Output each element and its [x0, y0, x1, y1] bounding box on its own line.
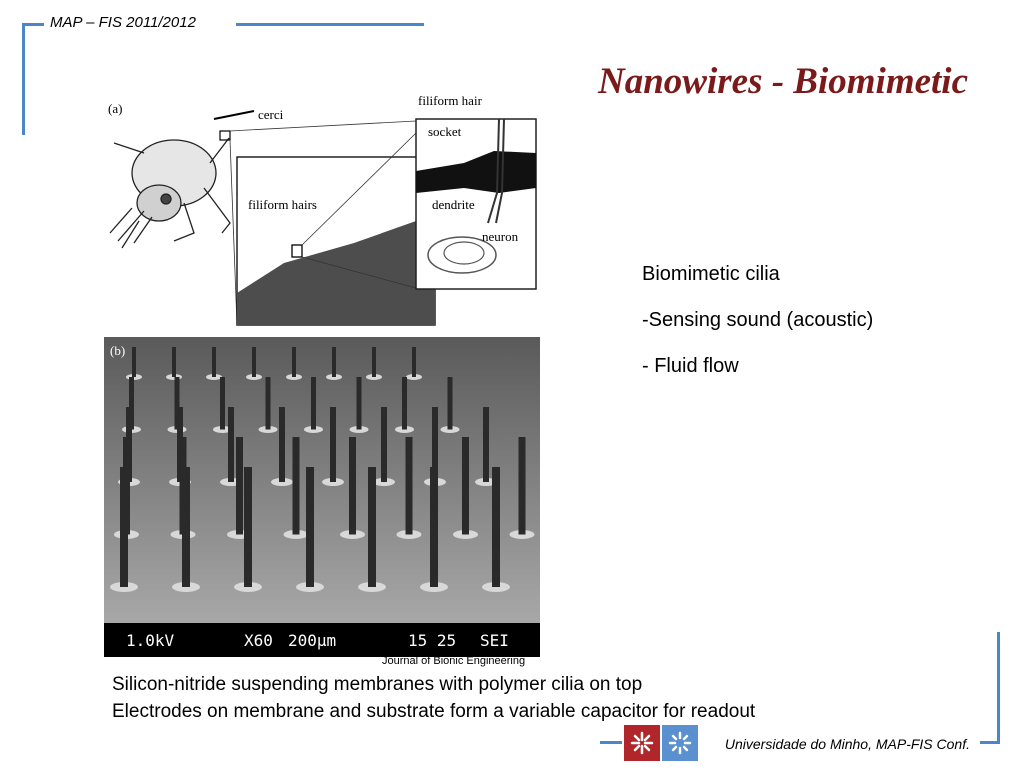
bullet-list [642, 251, 873, 389]
sem-voltage: 1.0kV [126, 631, 175, 650]
cilia-pillar [381, 407, 387, 482]
bullet-item: -Sensing sound (acoustic) [642, 309, 874, 331]
cilia-pillar [172, 347, 176, 377]
cilia-pillar [306, 467, 314, 587]
cilia-pillar [372, 347, 376, 377]
slide-title: Nanowires - Biomimetic [598, 61, 968, 102]
label-filiform-hair: filiform hair [418, 93, 482, 108]
label-socket: socket [428, 124, 462, 139]
cilia-pillar [266, 377, 271, 430]
cilia-pillar [330, 407, 336, 482]
bullet-item: - Fluid flow [642, 355, 739, 377]
label-cerci: cerci [258, 107, 284, 122]
label-dendrite: dendrite [432, 197, 475, 212]
cilia-pillar [120, 467, 128, 587]
figure-b-panel-label: (b) [110, 343, 126, 358]
cilia-pillar [519, 437, 526, 535]
caption-line-2: Electrodes on membrane and substrate form a variable capacitor for readout [112, 701, 756, 722]
cilia-pillar [132, 347, 136, 377]
figure-a-panel-label: (a) [108, 101, 123, 116]
sem-scale: 200μm [288, 631, 337, 650]
label-filiform-hairs: filiform hairs [248, 197, 317, 212]
cilia-pillar [182, 467, 190, 587]
cilia-pillar [311, 377, 316, 430]
caption-line-1: Silicon-nitride suspending membranes with polymer cilia on top [112, 674, 643, 695]
cilia-pillar [244, 467, 252, 587]
bullet-item: Biomimetic cilia [642, 263, 780, 285]
cilia-pillar [402, 377, 407, 430]
cilia-pillar [349, 437, 356, 535]
sem-info-bar [104, 623, 540, 657]
cilia-array-illustration [104, 337, 540, 623]
footer-text: Universidade do Minho, MAP-FIS Conf. [724, 736, 970, 752]
frame-top-left-horizontal [22, 23, 44, 26]
sem-magnification: X60 [244, 631, 273, 650]
cilia-pillar [492, 467, 500, 587]
cilia-pillar [412, 347, 416, 377]
frame-bottom-right-vertical [997, 632, 1000, 744]
cilia-pillar [220, 377, 225, 430]
frame-top-left-vertical [22, 23, 25, 135]
course-header: MAP – FIS 2011/2012 [50, 14, 196, 31]
cricket-illustration [104, 93, 544, 331]
cilia-pillar [292, 347, 296, 377]
cilia-pillar [357, 377, 362, 430]
cilia-pillar [430, 467, 438, 587]
cilia-pillar [228, 407, 234, 482]
image-credit: Journal of Bionic Engineering [382, 655, 526, 667]
cilia-pillar [406, 437, 413, 535]
cilia-pillar [279, 407, 285, 482]
cilia-pillar [293, 437, 300, 535]
cilia-pillar [368, 467, 376, 587]
cricket-body [110, 138, 230, 248]
cilia-pillar [462, 437, 469, 535]
cilia-pillar [332, 347, 336, 377]
figure-b-sem-image [104, 337, 540, 657]
sem-numbers: 15 25 [408, 631, 457, 650]
cilia-pillar [236, 437, 243, 535]
cilia-pillar [448, 377, 453, 430]
frame-bottom-right-horizontal [980, 741, 1000, 744]
label-neuron: neuron [482, 229, 519, 244]
cilia-pillar [483, 407, 489, 482]
cilia-pillar [212, 347, 216, 377]
university-logo-blue-icon [662, 725, 698, 761]
frame-bottom-horizontal [600, 741, 622, 744]
frame-top-horizontal [236, 23, 424, 26]
cilia-pillar [252, 347, 256, 377]
university-logo-red-icon [624, 725, 660, 761]
sem-detector: SEI [480, 631, 509, 650]
figure-a-cricket-diagram [104, 93, 544, 331]
